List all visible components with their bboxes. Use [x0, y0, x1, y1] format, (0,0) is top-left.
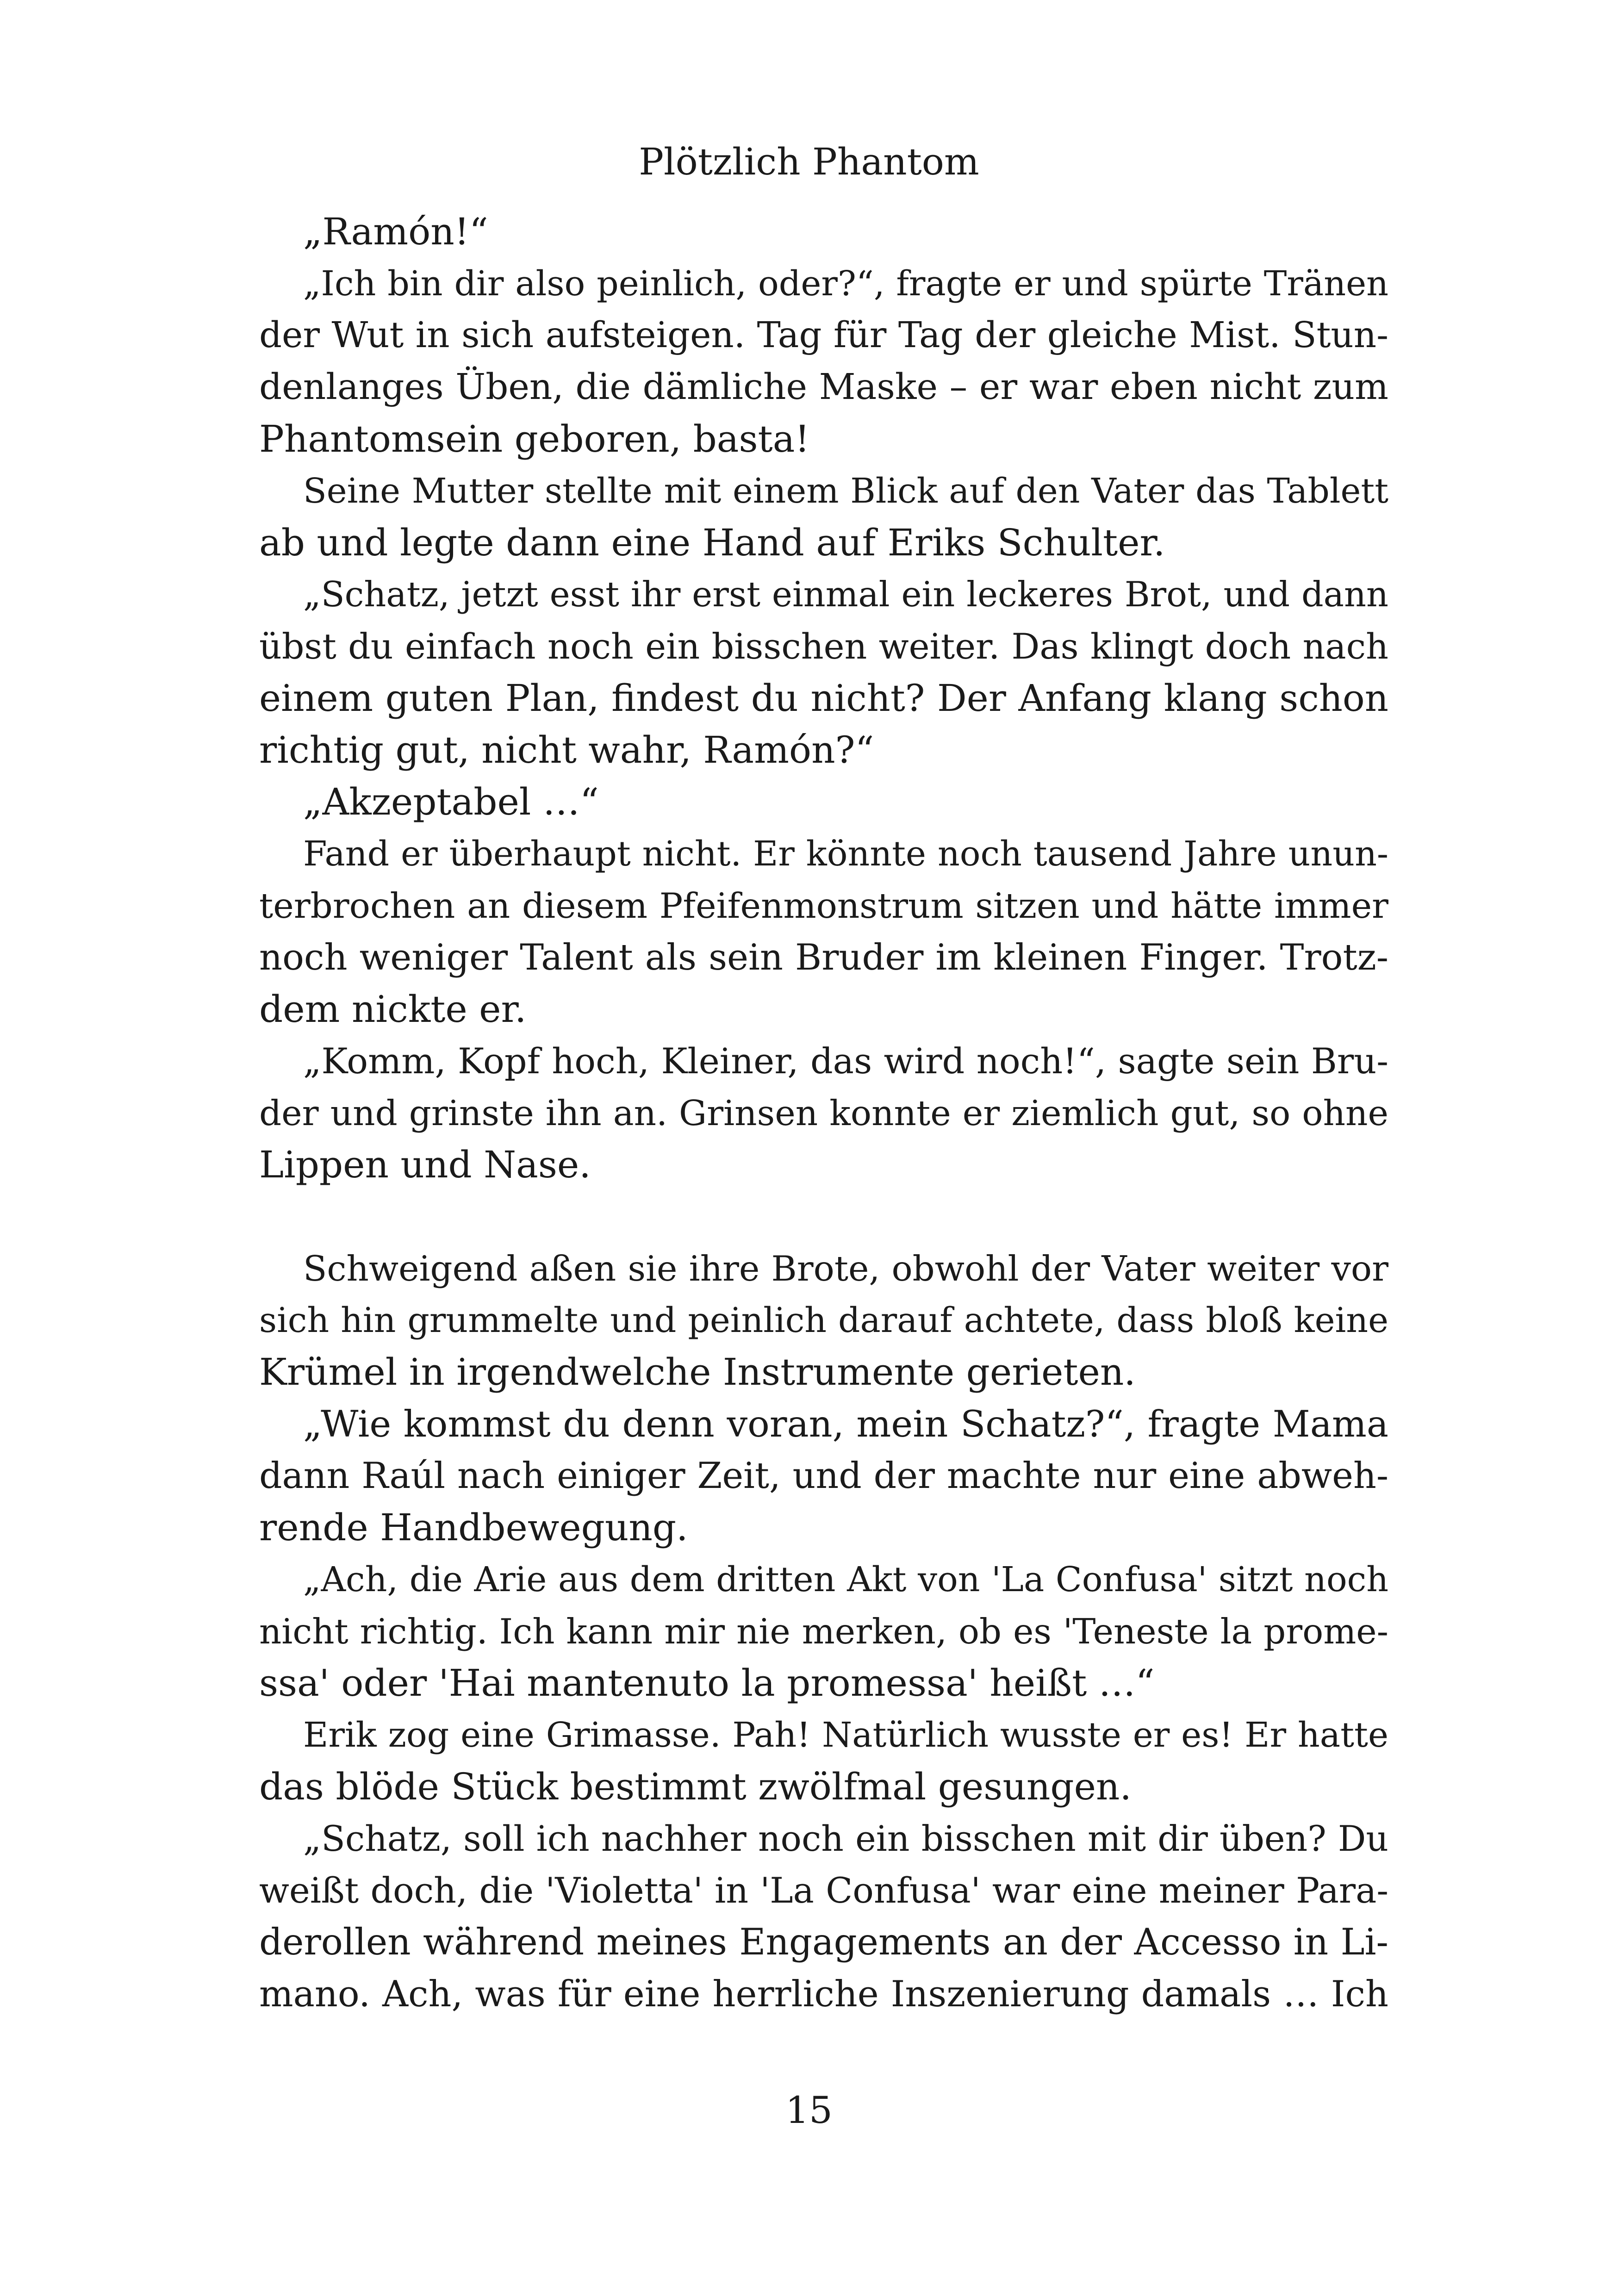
blank-line: [259, 1191, 1388, 1243]
text-line: „Ach, die Arie aus dem dritten Akt von 'La Confusa' sitzt noch: [303, 1559, 1388, 1599]
text-line: der Wut in sich aufsteigen. Tag für Tag der gleiche Mist. Stun-: [259, 315, 1388, 356]
text-line: nicht richtig. Ich kann mir nie merken, ob es 'Teneste la prome-: [259, 1611, 1388, 1652]
text-line: sich hin grummelte und peinlich darauf achtete, dass bloß keine: [259, 1300, 1388, 1340]
text-line: „Komm, Kopf hoch, Kleiner, das wird noch!“, sagte sein Bru-: [303, 1040, 1388, 1082]
text-line: Schweigend aßen sie ihre Brote, obwohl der Vater weiter vor: [303, 1248, 1388, 1289]
text-line: Seine Mutter stellte mit einem Blick auf den Vater das Tablett: [303, 471, 1388, 511]
text-line: weißt doch, die 'Violetta' in 'La Confusa' war eine meiner Para-: [259, 1870, 1388, 1911]
text-line: „Wie kommst du denn voran, mein Schatz?“, fragte Mama: [303, 1403, 1388, 1445]
text-line: derollen während meines Engagements an der Accesso in Li-: [259, 1921, 1388, 1963]
text-line: dem nickte er.: [259, 988, 527, 1031]
running-title: Plötzlich Phantom: [639, 140, 979, 183]
text-line: „Ich bin dir also peinlich, oder?“, fragte er und spürte Tränen: [303, 263, 1388, 304]
text-line: rende Handbewegung.: [259, 1506, 688, 1549]
text-line: noch weniger Talent als sein Bruder im kleinen Finger. Trotz-: [259, 937, 1388, 978]
text-line: der und grinste ihn an. Grinsen konnte er ziemlich gut, so ohne: [259, 1093, 1388, 1133]
text-line: Erik zog eine Grimasse. Pah! Natürlich wusste er es! Er hatte: [303, 1715, 1388, 1755]
text-line: terbrochen an diesem Pfeifenmonstrum sitzen und hätte immer: [259, 885, 1388, 926]
page-number: 15: [785, 2089, 833, 2132]
text-line: ab und legte dann eine Hand auf Eriks Schulter.: [259, 521, 1165, 564]
text-line: ssa' oder 'Hai mantenuto la promessa' heißt …“: [259, 1661, 1155, 1705]
body-text: [259, 206, 1388, 2020]
text-line: richtig gut, nicht wahr, Ramón?“: [259, 728, 874, 772]
text-line: „Ramón!“: [303, 210, 488, 253]
text-line: das blöde Stück bestimmt zwölfmal gesungen.: [259, 1765, 1132, 1808]
text-line: übst du einfach noch ein bisschen weiter. Das klingt doch nach: [259, 626, 1388, 667]
text-line: Fand er überhaupt nicht. Er könnte noch tausend Jahre unun-: [303, 834, 1388, 874]
text-line: Phantomsein geboren, basta!: [259, 417, 810, 460]
text-line: Lippen und Nase.: [259, 1143, 591, 1186]
text-line: denlanges Üben, die dämliche Maske – er war eben nicht zum: [259, 367, 1388, 408]
text-line: „Akzeptabel …“: [303, 780, 599, 823]
text-line: einem guten Plan, findest du nicht? Der Anfang klang schon: [259, 677, 1388, 720]
text-line: dann Raúl nach einiger Zeit, und der machte nur eine abweh-: [259, 1455, 1388, 1497]
text-line: „Schatz, jetzt esst ihr erst einmal ein leckeres Brot, und dann: [303, 574, 1388, 615]
text-line: mano. Ach, was für eine herrliche Inszenierung damals … Ich: [259, 1973, 1388, 2015]
text-line: „Schatz, soll ich nachher noch ein bisschen mit dir üben? Du: [303, 1818, 1388, 1859]
text-line: Krümel in irgendwelche Instrumente gerieten.: [259, 1350, 1136, 1394]
